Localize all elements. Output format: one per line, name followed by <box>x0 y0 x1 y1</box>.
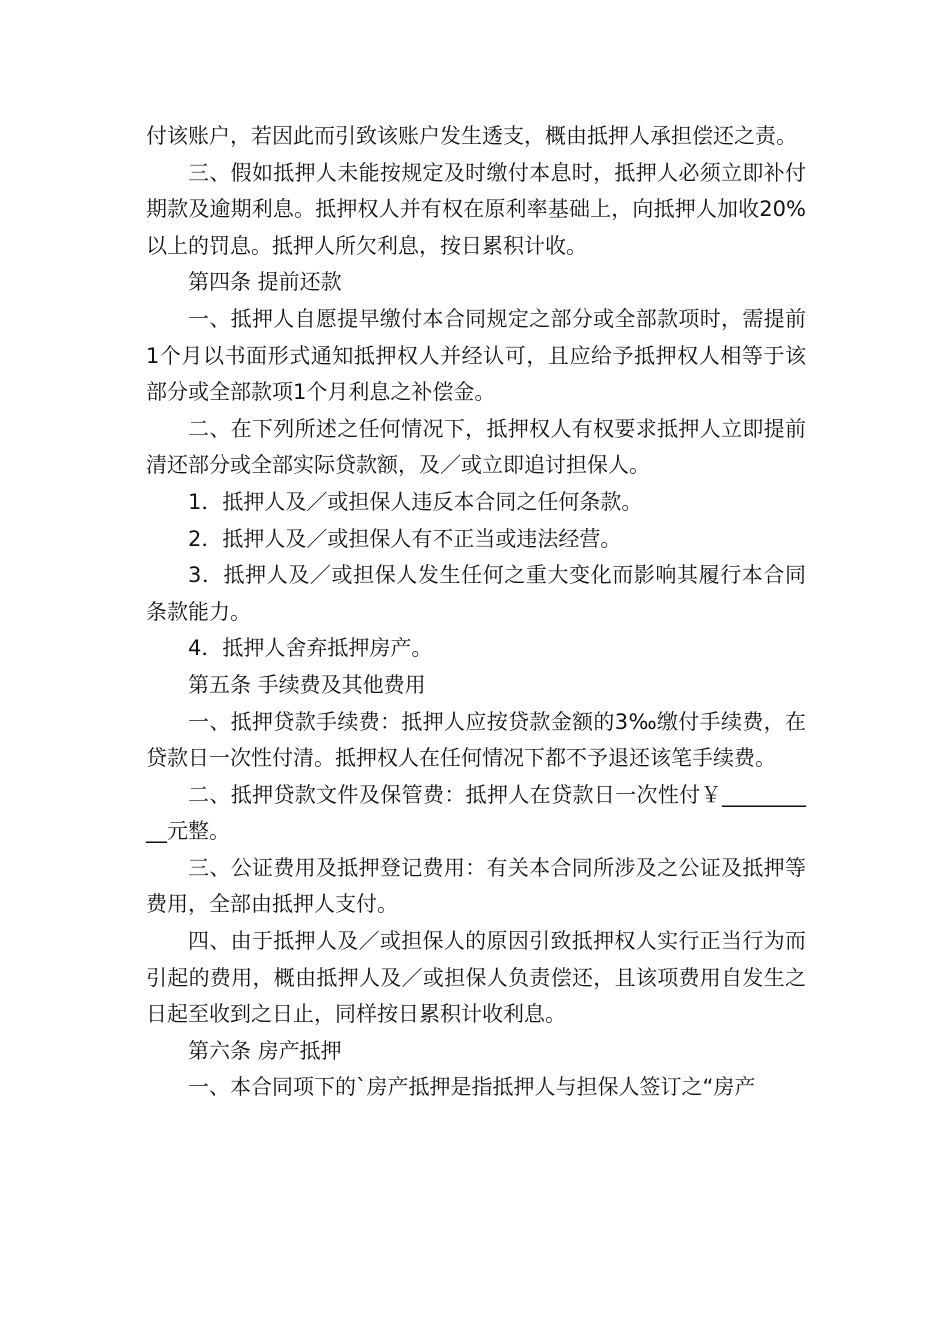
paragraph-article-5-item-4: 四、由于抵押人及／或担保人的原因引致抵押权人实行正当行为而引起的费用，概由抵押人及／或担保人负责偿还，且该项费用自发生之日起至收到之日止，同样按日累积计收利息。 <box>146 929 806 1027</box>
paragraph-article-5-item-2: 二、抵押贷款文件及保管费：抵押人在贷款日一次性付￥__________元整。 <box>146 782 806 844</box>
paragraph-article-4-item-1: 一、抵押人自愿提早缴付本合同规定之部分或全部款项时，需提前1个月以书面形式通知抵押权人并经认可，且应给予抵押权人相等于该部分或全部款项1个月利息之补偿金。 <box>146 306 806 405</box>
paragraph-clause-3: 三、假如抵押人未能按规定及时缴付本息时，抵押人必须立即补付期款及逾期利息。抵押权人并有权在原利率基础上，向抵押人加收20%以上的罚息。抵押人所欠利息，按日累积计收。 <box>146 160 806 258</box>
list-item-3: 3．抵押人及／或担保人发生任何之重大变化而影响其履行本合同条款能力。 <box>146 563 806 624</box>
list-item-2: 2．抵押人及／或担保人有不正当或违法经营。 <box>188 526 622 551</box>
list-item-4: 4．抵押人舍弃抵押房产。 <box>188 636 433 661</box>
paragraph-article-5-item-1: 一、抵押贷款手续费：抵押人应按贷款金额的3‰缴付手续费，在贷款日一次性付清。抵押权人在任何情况下都不予退还该笔手续费。 <box>146 709 806 771</box>
article-5-heading: 第五条 手续费及其他费用 <box>188 672 426 697</box>
paragraph-article-5-item-3: 三、公证费用及抵押登记费用：有关本合同所涉及之公证及抵押等费用，全部由抵押人支付。 <box>146 855 806 917</box>
paragraph-continuation: 付该账户，若因此而引致该账户发生透支，概由抵押人承担偿还之责。 <box>146 124 797 148</box>
paragraph-article-4-item-2: 二、在下列所述之任何情况下，抵押权人有权要求抵押人立即提前清还部分或全部实际贷款额，及／或立即追讨担保人。 <box>146 416 806 478</box>
document-page <box>146 118 806 1106</box>
paragraph-article-6-item-1: 一、本合同项下的`房产抵押是指抵押人与担保人签订之“房产 <box>188 1075 756 1100</box>
article-4-heading: 第四条 提前还款 <box>188 270 342 295</box>
article-6-heading: 第六条 房产抵押 <box>188 1038 342 1063</box>
list-item-1: 1．抵押人及／或担保人违反本合同之任何条款。 <box>188 489 643 514</box>
